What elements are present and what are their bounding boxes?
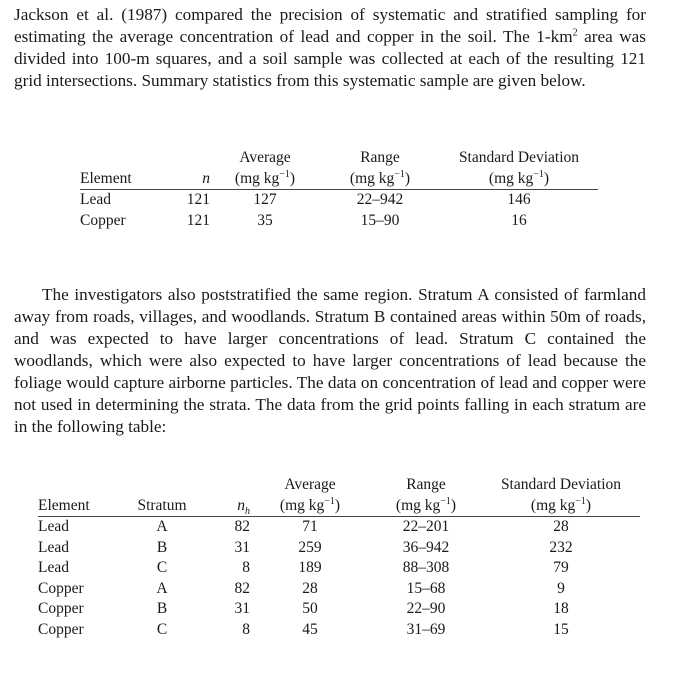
header-average bbox=[250, 475, 370, 517]
cell-nh: 8 bbox=[242, 620, 250, 638]
cell-sd: 79 bbox=[553, 559, 569, 576]
cell-sd: 146 bbox=[507, 191, 531, 208]
cell-average: 259 bbox=[298, 538, 322, 556]
header-average bbox=[210, 148, 320, 190]
header-stratum: Stratum bbox=[124, 475, 200, 517]
cell-average: 71 bbox=[302, 518, 318, 535]
header-element: Element bbox=[80, 148, 158, 190]
cell-nh: 82 bbox=[234, 579, 250, 597]
intro-paragraph bbox=[14, 4, 646, 92]
cell-nh: 31 bbox=[234, 600, 250, 617]
cell-element: Lead bbox=[38, 538, 69, 556]
header-range-unit: (mg $kg^{-1}$) bbox=[395, 495, 457, 514]
table-row bbox=[38, 517, 640, 538]
cell-average: 189 bbox=[298, 559, 322, 576]
cell-element: Copper bbox=[38, 620, 84, 638]
intro-text-continued: area was divided into 100-m squares, and a soil sample was collected at each of the resulting 121 grid intersections. Summary statistics from this systematic sample are given below. bbox=[14, 27, 646, 90]
cell-element: Copper bbox=[80, 211, 126, 229]
table-row bbox=[38, 599, 640, 620]
poststratification-paragraph: The investigators also poststratified the same region. Stratum A consisted of farmland away from roads, villages, and woodlands. Stratum B contained areas within 50m of roads, and was expected to have larger concentrations of lead. Stratum C contained the woodlands, which were also expected to have larger concentrations of lead because the foliage would capture airborne particles. The data on concentration of lead and copper were not used in determining the strata. The data from the grid points falling in each stratum are in the following table: bbox=[14, 285, 646, 436]
cell-stratum: A bbox=[156, 518, 168, 535]
header-average-unit: (mg $kg^{-1}$) bbox=[279, 495, 341, 514]
cell-sd: 16 bbox=[511, 211, 527, 229]
cell-range: 36–942 bbox=[402, 538, 450, 556]
cell-average: 127 bbox=[253, 191, 277, 208]
cell-nh: 8 bbox=[242, 559, 250, 576]
header-n: n bbox=[158, 148, 210, 190]
header-range bbox=[370, 475, 482, 517]
header-sd-label: Standard Deviation bbox=[458, 149, 580, 166]
header-average-unit: (mg $kg^{-1}$) bbox=[234, 168, 296, 187]
header-nh: $n_h$ bbox=[200, 475, 250, 517]
header-range-label: Range bbox=[360, 149, 400, 166]
cell-range: 22–201 bbox=[402, 518, 450, 535]
cell-range: 15–68 bbox=[406, 579, 446, 597]
header-range bbox=[320, 148, 440, 190]
intro-text: Jackson et al. (1987) compared the precision of systematic and stratified sampling for estimating the average concentration of lead and copper in the soil. The 1-km bbox=[14, 5, 646, 46]
table-row bbox=[80, 190, 598, 211]
header-range-label: Range bbox=[406, 476, 446, 493]
stratified-sample-table bbox=[38, 475, 640, 640]
cell-element: Copper bbox=[38, 579, 84, 597]
cell-sd: 28 bbox=[553, 518, 569, 535]
header-average-label: Average bbox=[284, 476, 336, 493]
cell-range: 31–69 bbox=[406, 620, 446, 638]
header-sd-label: Standard Deviation bbox=[500, 476, 622, 493]
cell-range: 22–942 bbox=[356, 191, 404, 208]
header-element: Element bbox=[38, 475, 124, 517]
cell-sd: 9 bbox=[557, 579, 565, 597]
cell-range: 15–90 bbox=[360, 211, 400, 229]
cell-nh: 31 bbox=[234, 538, 250, 556]
cell-average: 50 bbox=[302, 600, 318, 617]
cell-stratum: A bbox=[156, 579, 168, 597]
header-standard-deviation bbox=[482, 475, 640, 517]
cell-stratum: C bbox=[156, 620, 168, 638]
km-squared-superscript: 2 bbox=[572, 27, 578, 39]
table-row bbox=[38, 620, 640, 641]
cell-sd: 15 bbox=[553, 620, 569, 638]
table-row bbox=[38, 579, 640, 600]
header-range-unit: (mg $kg^{-1}$) bbox=[349, 168, 411, 187]
table-row bbox=[80, 211, 598, 232]
systematic-sample-table bbox=[80, 148, 598, 231]
cell-nh: 82 bbox=[234, 518, 250, 535]
table-row bbox=[38, 558, 640, 579]
cell-stratum: B bbox=[156, 600, 168, 617]
cell-sd: 232 bbox=[549, 538, 573, 556]
table-row bbox=[38, 538, 640, 559]
cell-element: Lead bbox=[38, 518, 69, 535]
cell-element: Copper bbox=[38, 600, 84, 617]
cell-sd: 18 bbox=[553, 600, 569, 617]
cell-stratum: B bbox=[156, 538, 168, 556]
cell-average: 28 bbox=[302, 579, 318, 597]
cell-average: 35 bbox=[257, 211, 273, 229]
cell-range: 22–90 bbox=[406, 600, 446, 617]
header-sd-unit: (mg $kg^{-1}$) bbox=[530, 495, 592, 514]
cell-n: 121 bbox=[186, 191, 210, 208]
cell-element: Lead bbox=[38, 559, 69, 576]
header-average-label: Average bbox=[239, 149, 291, 166]
cell-element: Lead bbox=[80, 191, 111, 208]
cell-stratum: C bbox=[156, 559, 168, 576]
cell-average: 45 bbox=[302, 620, 318, 638]
cell-range: 88–308 bbox=[402, 559, 450, 576]
header-standard-deviation bbox=[440, 148, 598, 190]
cell-n: 121 bbox=[186, 211, 210, 229]
header-sd-unit: (mg $kg^{-1}$) bbox=[488, 168, 550, 187]
